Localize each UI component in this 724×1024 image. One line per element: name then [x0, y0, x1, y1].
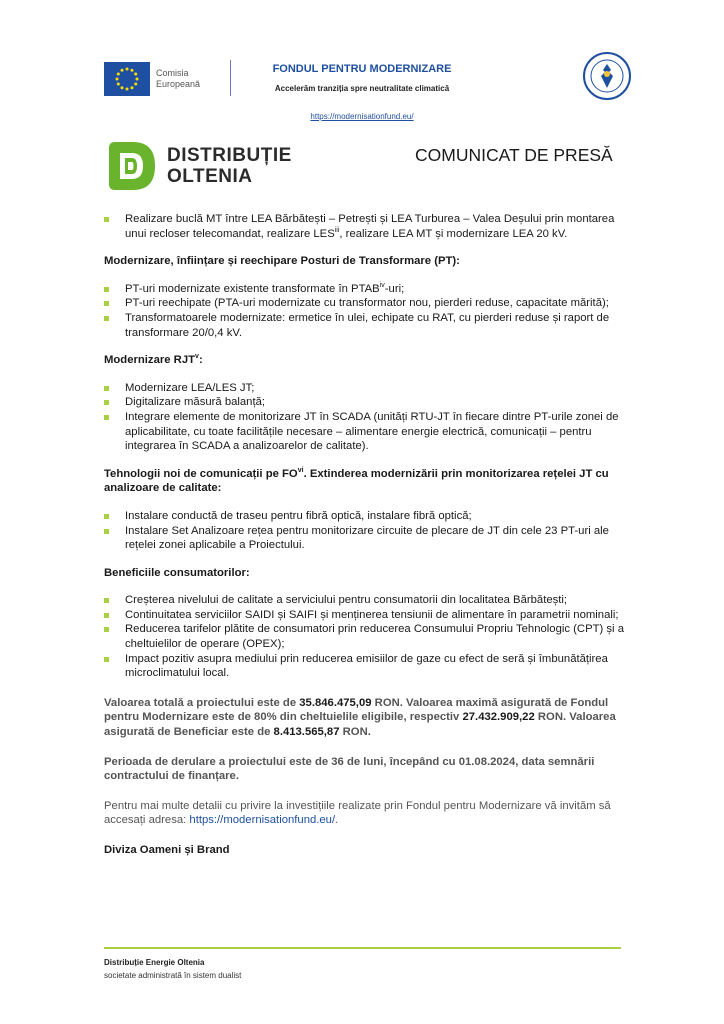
fund-url-link[interactable]: https://modernisationfund.eu/ — [310, 112, 414, 121]
list-item: Realizare buclă MT între LEA Bărbătești – Petrești și LEA Turburea – Valea Deșului prin montarea unui recloser telecomandat, realizare LES$^{iii}$, realizare LEA MT și modernizare LEA 20 kV. — [104, 212, 624, 241]
list-item: Reducerea tarifelor plătite de consumatori prin reducerea Consumului Propriu Tehnologic (CPT) și a cheltuielilor de operare (OPEX); — [104, 622, 624, 651]
government-seal-icon — [583, 52, 631, 100]
list-item: Instalare conductă de traseu pentru fibră optică, instalare fibră optică; — [104, 509, 624, 524]
footer-subtitle: societate administrată în sistem dualist — [104, 971, 242, 980]
benefits-heading: Beneficiile consumatorilor: — [104, 566, 250, 579]
list-item: Digitalizare măsură balanță; — [104, 395, 624, 410]
rjt-list — [104, 381, 624, 454]
eu-label-line2: Europeană — [156, 79, 201, 89]
benefits-list — [104, 593, 624, 681]
brand-mark-icon — [103, 138, 159, 194]
fund-title: FONDUL PENTRU MODERNIZARE — [272, 63, 452, 75]
list-item: Transformatoarele modernizate: ermetice în ulei, echipate cu RAT, cu pierderi reduse și raport de transformare 20/0,4 kV. — [104, 311, 624, 340]
project-period-paragraph: Perioada de derulare a proiectului este de 36 de luni, începând cu 01.08.2024, data semnării contractului de finanțare. — [104, 755, 595, 783]
pt-list — [104, 282, 624, 340]
list-item: Continuitatea serviciilor SAIDI și SAIFI și menținerea tensiunii de alimentare în parametrii nominali; — [104, 608, 624, 623]
details-paragraph: Pentru mai multe detalii cu privire la investițiile realizate prin Fondul pentru Modernizare vă invităm să accesați adresa: https://modernisationfund.eu/. — [104, 799, 611, 827]
list-item: Impact pozitiv asupra mediului prin reducerea emisiilor de gaze cu efect de seră și îmbunătățirea microclimatului local. — [104, 652, 624, 681]
footer-company: Distribuție Energie Oltenia — [104, 958, 205, 967]
brand-line1: DISTRIBUȚIE — [167, 145, 292, 166]
list-item: Creșterea nivelului de calitate a serviciului pentru consumatorii din localitatea Bărbătești; — [104, 593, 624, 608]
signature: Diviza Oameni și Brand — [104, 844, 230, 856]
fund-tagline: Accelerăm tranziția spre neutralitate climatică — [274, 84, 450, 93]
list-item: Instalare Set Analizoare rețea pentru monitorizare circuite de plecare de JT din cele 23 PT-uri ale rețelei zonei aplicabile a Proiectului. — [104, 524, 624, 553]
brand-line2: OLTENIA — [167, 166, 253, 187]
rjt-heading: Modernizare RJT$^v$: — [104, 353, 203, 367]
list-item: PT-uri reechipate (PTA-uri modernizate cu transformator nou, pierderi reduse, capacitate mărită); — [104, 296, 624, 311]
footer-divider — [104, 947, 621, 949]
press-release-title: COMUNICAT DE PRESĂ — [415, 145, 613, 165]
details-link[interactable]: https://modernisationfund.eu/ — [189, 814, 336, 827]
fo-heading: Tehnologii noi de comunicații pe FO$^{vi}$. Extinderea modernizării prin monitorizarea rețelei JT cu analizoare de calitate: — [104, 466, 609, 495]
document-body — [104, 212, 624, 858]
project-value-paragraph: Valoarea totală a proiectului este de 35.846.475,09 RON. Valoarea maximă asigurată de Fondul pentru Modernizare este de 80% din cheltuielile eligibile, respectiv 27.432.909,22 RON. Valoarea asigurată de Beneficiar este de 8.413.565,87 RON. — [104, 696, 616, 739]
fo-list — [104, 509, 624, 553]
list-item: Integrare elemente de monitorizare JT în SCADA (unități RTU-JT în fiecare dintre PT-urile zonei de aplicabilitate, cu toate facilitățile necesare – alimentare energie electrică, comunicații – pentru integrarea în SCADA a analizoarelor de calitate). — [104, 410, 624, 454]
distributie-oltenia-logo — [103, 137, 323, 195]
list-item: Modernizare LEA/LES JT; — [104, 381, 624, 396]
list-item: PT-uri modernizate existente transformate în PTAB$^{iv}$-uri; — [104, 282, 624, 297]
pt-heading: Modernizare, înființare și reechipare Posturi de Transformare (PT): — [104, 255, 460, 268]
eu-label-line1: Comisia — [156, 68, 189, 78]
intro-list — [104, 212, 624, 241]
